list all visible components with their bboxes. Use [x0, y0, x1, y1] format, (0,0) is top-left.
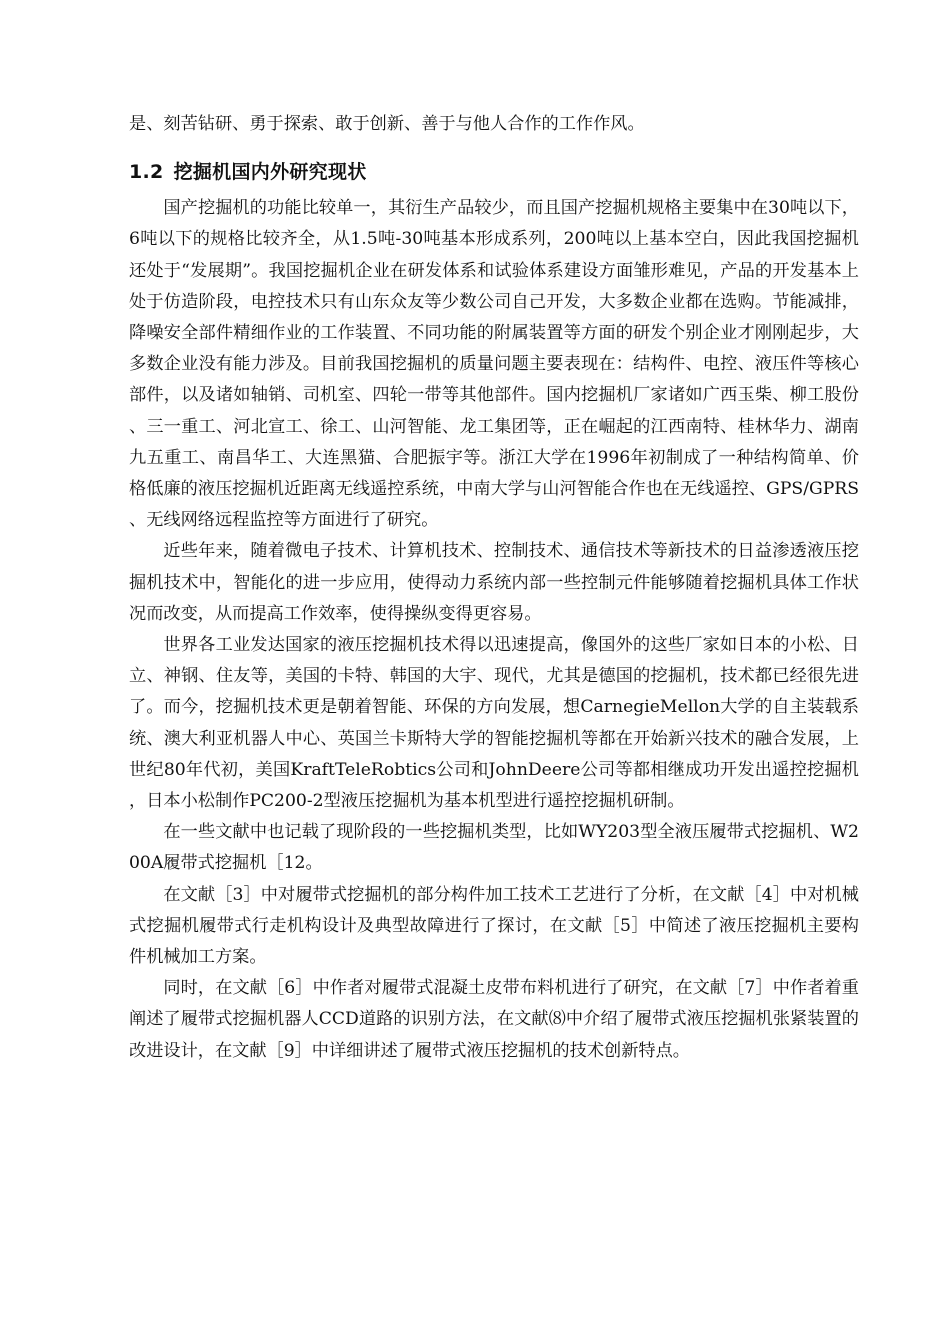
paragraph-literature-6-9: 同时，在文献［6］中作者对履带式混凝土皮带布料机进行了研究，在文献［7］中作者着重阐述了履带式挖掘机器人CCD道路的识别方法，在文献⑻中介绍了履带式液压挖掘机张紧装置的改进设计，在文献［9］中详细讲述了履带式液压挖掘机的技术创新特点。 [129, 978, 859, 1061]
paragraph-literature-3-5: 在文献［3］中对履带式挖掘机的部分构件加工技术工艺进行了分析，在文献［4］中对机械式挖掘机履带式行走机构设计及典型故障进行了探讨，在文献［5］中简述了液压挖掘机主要构件机械加工方案。 [129, 884, 859, 968]
section-title: 挖掘机国内外研究现状 [173, 161, 367, 184]
paragraph-recent-technology: 近些年来，随着微电子技术、计算机技术、控制技术、通信技术等新技术的日益渗透液压挖掘机技术中，智能化的进一步应用，使得动力系统内部一些控制元件能够随着挖掘机具体工作状况而改变，从而提高工作效率，使得操纵变得更容易。 [129, 541, 859, 624]
section-number: 1.2 [129, 161, 164, 184]
page-body [129, 109, 859, 1067]
paragraph-excavator-types: 在一些文献中也记载了现阶段的一些挖掘机类型，比如WY203型全液压履带式挖掘机、W200A履带式挖掘机［12。 [129, 822, 859, 874]
paragraph-foreign-status: 世界各工业发达国家的液压挖掘机技术得以迅速提高，像国外的这些厂家如日本的小松、日立、神钢、住友等，美国的卡特、韩国的大宇、现代，尤其是德国的挖掘机，技术都已经很先进了。而今，挖掘机技术更是朝着智能、环保的方向发展，想CarnegieMellon大学的自主装载系统、澳大利亚机器人中心、英国兰卡斯特大学的智能挖掘机等都在开始新兴技术的融合发展，上世纪80年代初，美国KraftTeleRobtics公司和JohnDeere公司等都相继成功开发出遥控挖掘机，日本小松制作PC200-2型液压挖掘机为基本机型进行遥控挖掘机研制。 [129, 635, 859, 812]
paragraph-domestic-status: 国产挖掘机的功能比较单一，其衍生产品较少，而且国产挖掘机规格主要集中在30吨以下，6吨以下的规格比较齐全，从1.5吨-30吨基本形成系列，200吨以上基本空白，因此我国挖掘机还处于“发展期”。我国挖掘机企业在研发体系和试验体系建设方面雏形难见，产品的开发基本上处于仿造阶段，电控技术只有山东众友等少数公司自己开发，大多数企业都在选购。节能减排，降噪安全部件精细作业的工作装置、不同功能的附属装置等方面的研发个别企业才刚刚起步，大多数企业没有能力涉及。目前我国挖掘机的质量问题主要表现在：结构件、电控、液压件等核心部件，以及诸如轴销、司机室、四轮一带等其他部件。国内挖掘机厂家诸如广西玉柴、柳工股份、三一重工、河北宣工、徐工、山河智能、龙工集团等，正在崛起的江西南特、桂林华力、湖南九五重工、南昌华工、大连黑猫、合肥振宇等。浙江大学在1996年初制成了一种结构简单、价格低廉的液压挖掘机近距离无线遥控系统，中南大学与山河智能合作也在无线遥控、GPS/GPRS、无线网络远程监控等方面进行了研究。 [129, 198, 859, 531]
section-heading [129, 157, 859, 187]
paragraph-continuation: 是、刻苦钻研、勇于探索、敢于创新、善于与他人合作的工作作风。 [129, 114, 645, 134]
